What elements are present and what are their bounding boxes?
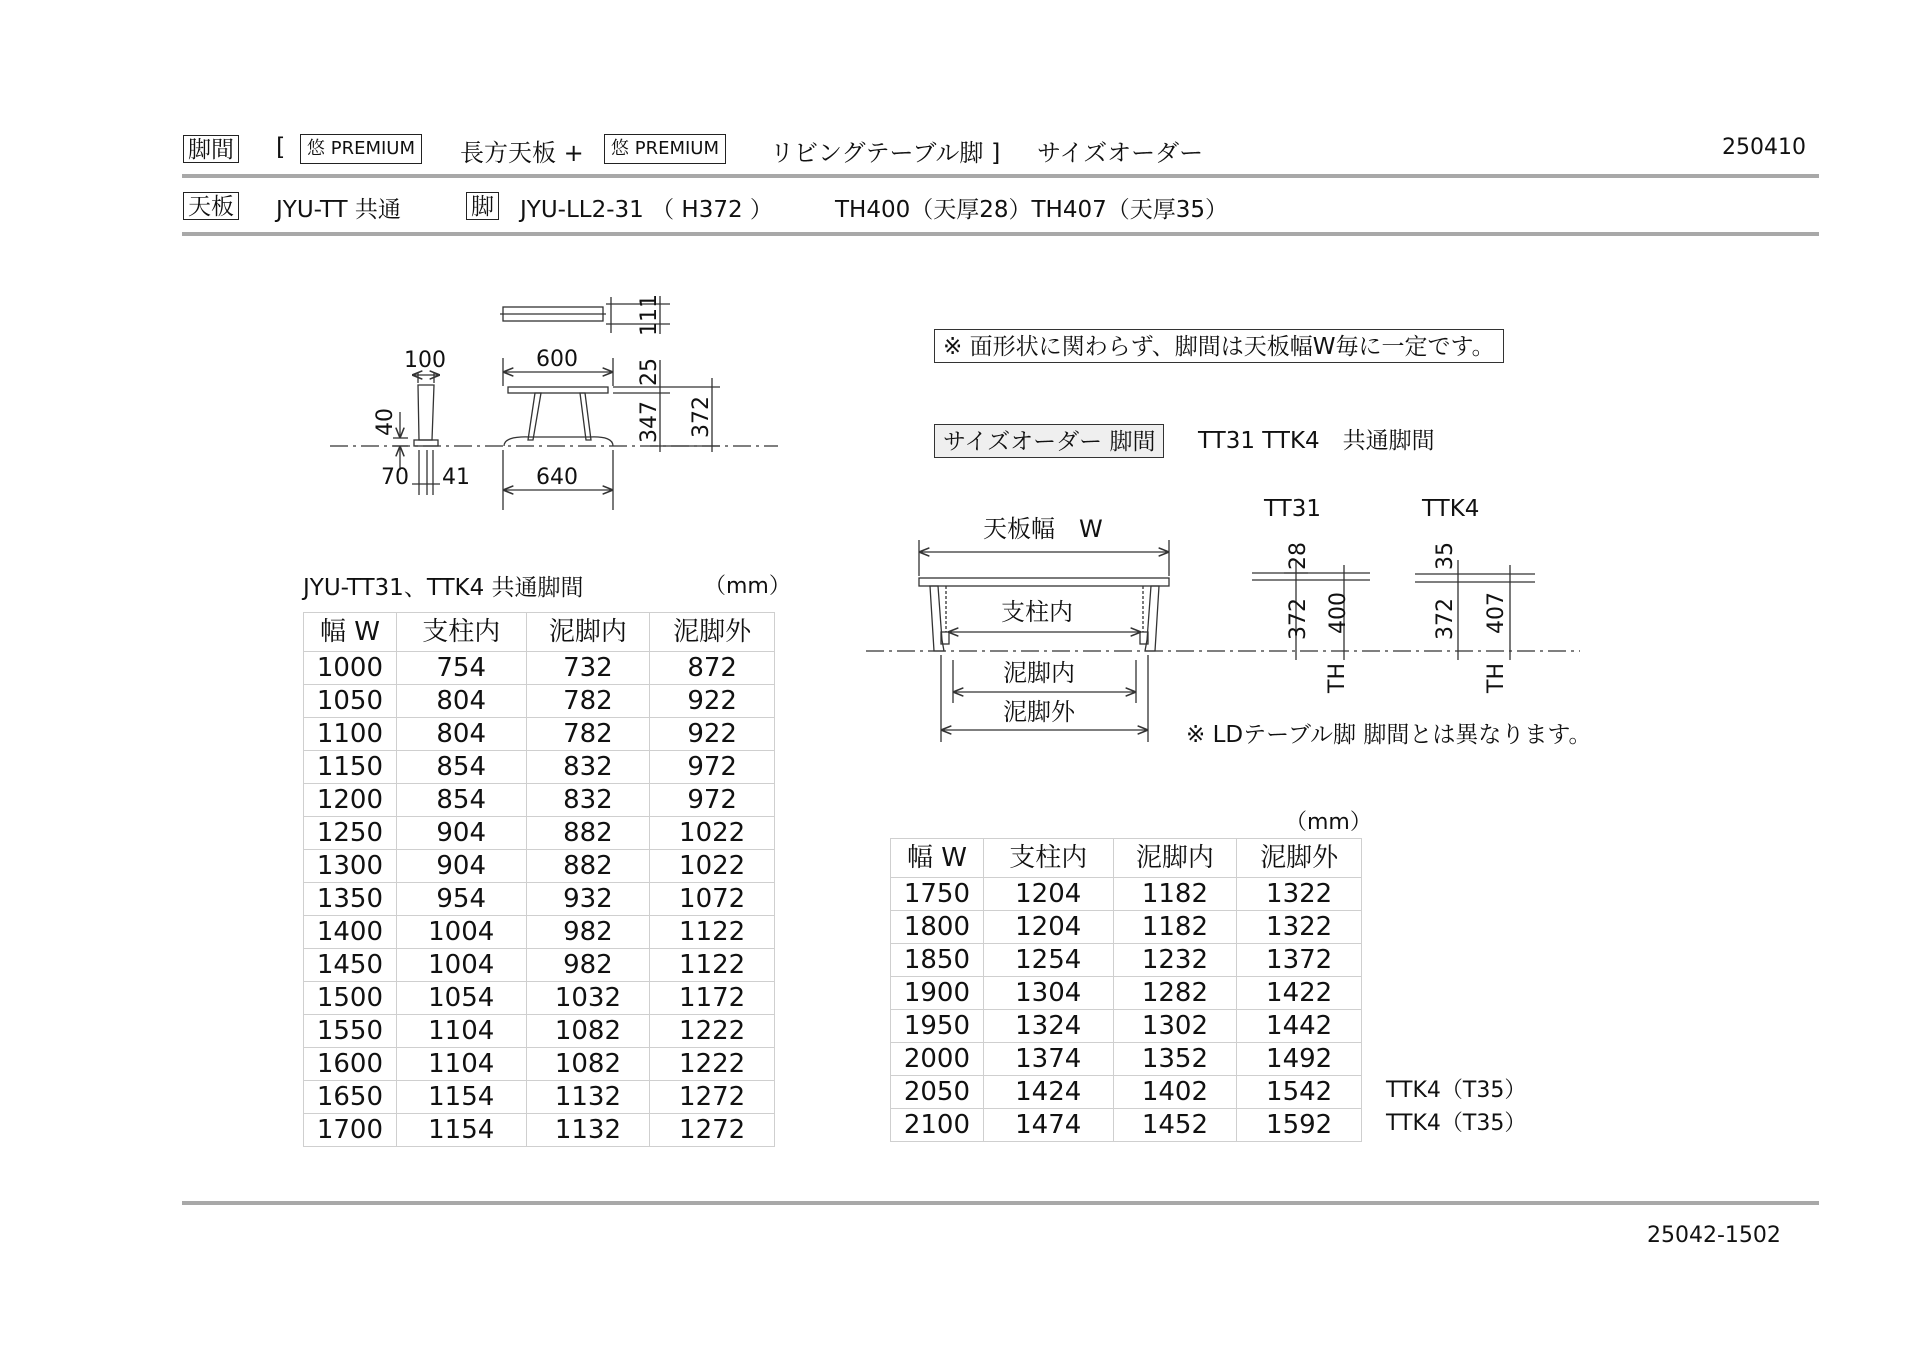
table-cell: 922 [650,718,775,751]
table-cell: 2000 [891,1043,984,1076]
ttk4-th: TH [1484,663,1509,693]
dim-25: 25 [637,358,662,386]
ttk4-total: 407 [1484,592,1509,634]
table-cell: 1004 [396,916,526,949]
table-cell: 1352 [1113,1043,1237,1076]
left-spacing-table [303,612,775,1147]
table-cell: 1082 [526,1015,650,1048]
table-cell: 754 [396,652,526,685]
table-cell: 804 [396,718,526,751]
table-cell: 1592 [1237,1109,1362,1142]
row-note: TTK4（T35） [1386,1110,1527,1136]
table-cell: 2050 [891,1076,984,1109]
doc-code: 250410 [1722,135,1806,160]
col-inner-foot: 泥脚内 [1113,839,1237,878]
dim-40: 40 [373,408,398,436]
table-top-side [919,578,1169,586]
table-row [304,982,775,1015]
title-part-2: リビングテーブル脚 ] [770,139,1001,167]
table-cell: 1232 [1113,944,1237,977]
tag-leg: 脚 [466,192,499,220]
size-order-title: サイズオーダー [1037,139,1204,167]
premium-badge-1: 悠 PREMIUM [300,134,422,164]
table-row [304,916,775,949]
table-cell: 1222 [650,1015,775,1048]
col-width: 幅 W [304,613,397,652]
table-cell: 922 [650,685,775,718]
col-inner-post: 支柱内 [396,613,526,652]
table-row [891,878,1362,911]
table-row [304,1015,775,1048]
tt31-thick: 28 [1286,542,1311,570]
table-cell: 1122 [650,949,775,982]
ttk4-leg: 372 [1433,598,1458,640]
dim-41: 41 [442,465,470,490]
table-cell: 1054 [396,982,526,1015]
table-cell: 1104 [396,1015,526,1048]
table-cell: 1372 [1237,944,1362,977]
table-cell: 1450 [304,949,397,982]
table-cell: 1022 [650,850,775,883]
col-width: 幅 W [891,839,984,878]
table-cell: 1400 [304,916,397,949]
table-cell: 972 [650,751,775,784]
table-cell: 1082 [526,1048,650,1081]
table-cell: 982 [526,949,650,982]
footer-rule [182,1201,1819,1205]
tag-leg-spacing: 脚間 [183,135,239,163]
table-cell: 1700 [304,1114,397,1147]
ld-note: ※ LDテーブル脚 脚間とは異なります。 [1186,722,1592,748]
dim-347: 347 [637,401,662,443]
table-cell: 1300 [304,850,397,883]
table-cell: 1322 [1237,911,1362,944]
label-ttk4: TTK4 [1422,496,1480,522]
top-model: JYU-TT 共通 [276,197,401,223]
label-top-width: 天板幅 W [983,515,1103,543]
dim-100: 100 [404,348,446,373]
table-row [891,1043,1362,1076]
table-cell: 832 [526,784,650,817]
footer-code: 25042-1502 [1647,1223,1781,1248]
table-row [304,1081,775,1114]
table-cell: 1172 [650,982,775,1015]
table-cell: 854 [396,784,526,817]
table-row [304,685,775,718]
table-cell: 1150 [304,751,397,784]
dim-640: 640 [536,465,578,490]
right-spacing-table [890,838,1362,1142]
table-cell: 1000 [304,652,397,685]
leg-side-view [418,385,434,440]
table-cell: 782 [526,685,650,718]
table-cell: 972 [650,784,775,817]
table-cell: 1004 [396,949,526,982]
table-cell: 804 [396,685,526,718]
table-row [891,1076,1362,1109]
table-cell: 1850 [891,944,984,977]
table-cell: 854 [396,751,526,784]
table-cell: 1250 [304,817,397,850]
table-cell: 1022 [650,817,775,850]
table-row [891,911,1362,944]
premium-badge-2: 悠 PREMIUM [604,134,726,164]
table-cell: 1542 [1237,1076,1362,1109]
table-heights: TH400（天厚28）TH407（天厚35） [835,197,1229,223]
table-cell: 1304 [983,977,1113,1010]
table-row [304,784,775,817]
table-cell: 1272 [650,1081,775,1114]
leg-front-view [508,387,608,393]
table-cell: 1324 [983,1010,1113,1043]
table-row [304,883,775,916]
table-cell: 882 [526,817,650,850]
table-cell: 1272 [650,1114,775,1147]
label-tt31: TT31 [1264,496,1321,522]
table-cell: 1422 [1237,977,1362,1010]
table-cell: 1374 [983,1043,1113,1076]
title-part-1: 長方天板 + [460,139,584,167]
label-inner-post: 支柱内 [1001,598,1073,626]
table-row [304,949,775,982]
table-cell: 1302 [1113,1010,1237,1043]
table-cell: 1500 [304,982,397,1015]
right-table-unit: （mm） [1285,810,1372,835]
table-cell: 1950 [891,1010,984,1043]
table-cell: 1204 [983,911,1113,944]
table-row [304,652,775,685]
table-cell: 1254 [983,944,1113,977]
table-cell: 1200 [304,784,397,817]
table-row [891,1109,1362,1142]
table-row [304,817,775,850]
table-cell: 732 [526,652,650,685]
table-cell: 1650 [304,1081,397,1114]
table-cell: 1154 [396,1114,526,1147]
left-table-unit: （mm） [704,574,791,599]
table-cell: 1600 [304,1048,397,1081]
table-cell: 1492 [1237,1043,1362,1076]
table-row [304,1048,775,1081]
leg-right [1145,586,1159,651]
table-cell: 1072 [650,883,775,916]
dim-70: 70 [381,465,409,490]
table-cell: 1182 [1113,878,1237,911]
table-cell: 1032 [526,982,650,1015]
table-cell: 982 [526,916,650,949]
table-row [304,850,775,883]
dim-600: 600 [536,347,578,372]
bracket-open: [ [276,133,286,161]
leg-model: JYU-LL2-31 （ H372 ） [520,197,773,223]
size-order-label: サイズオーダー 脚間 [934,424,1164,458]
table-cell: 1132 [526,1081,650,1114]
table-cell: 932 [526,883,650,916]
row-note: TTK4（T35） [1386,1078,1527,1104]
table-row [891,1010,1362,1043]
table-cell: 1132 [526,1114,650,1147]
table-cell: 832 [526,751,650,784]
table-cell: 1204 [983,878,1113,911]
table-cell: 2100 [891,1109,984,1142]
left-table-title: JYU-TT31、TTK4 共通脚間 [303,575,584,601]
col-inner-foot: 泥脚内 [526,613,650,652]
table-cell: 904 [396,817,526,850]
label-inner-foot: 泥脚内 [1003,659,1075,687]
table-cell: 1474 [983,1109,1113,1142]
table-cell: 882 [526,850,650,883]
table-row [304,718,775,751]
size-order-models: TT31 TTK4 共通脚間 [1198,428,1435,454]
table-cell: 1402 [1113,1076,1237,1109]
table-cell: 954 [396,883,526,916]
table-row [891,977,1362,1010]
table-cell: 1750 [891,878,984,911]
tt31-th: TH [1325,663,1350,693]
table-row [891,944,1362,977]
table-row [304,1114,775,1147]
dim-372: 372 [689,396,714,438]
table-cell: 1452 [1113,1109,1237,1142]
table-cell: 904 [396,850,526,883]
col-inner-post: 支柱内 [983,839,1113,878]
label-outer-foot: 泥脚外 [1003,698,1075,726]
table-cell: 1182 [1113,911,1237,944]
table-cell: 1122 [650,916,775,949]
table-cell: 872 [650,652,775,685]
table-cell: 1282 [1113,977,1237,1010]
col-outer-foot: 泥脚外 [650,613,775,652]
dim-111: 111 [637,294,662,336]
table-cell: 1442 [1237,1010,1362,1043]
table-cell: 1222 [650,1048,775,1081]
table-cell: 1900 [891,977,984,1010]
table-row [304,751,775,784]
table-cell: 1154 [396,1081,526,1114]
table-cell: 1050 [304,685,397,718]
tt31-total: 400 [1326,592,1351,634]
table-cell: 1100 [304,718,397,751]
table-cell: 782 [526,718,650,751]
table-cell: 1800 [891,911,984,944]
table-cell: 1322 [1237,878,1362,911]
tt31-leg: 372 [1286,598,1311,640]
leg-left [930,586,944,651]
ttk4-thick: 35 [1433,542,1458,570]
table-cell: 1350 [304,883,397,916]
constant-spacing-note: ※ 面形状に関わらず、脚間は天板幅W毎に一定です。 [934,329,1504,363]
table-cell: 1424 [983,1076,1113,1109]
table-cell: 1550 [304,1015,397,1048]
col-outer-foot: 泥脚外 [1237,839,1362,878]
tag-top: 天板 [183,192,239,220]
table-cell: 1104 [396,1048,526,1081]
